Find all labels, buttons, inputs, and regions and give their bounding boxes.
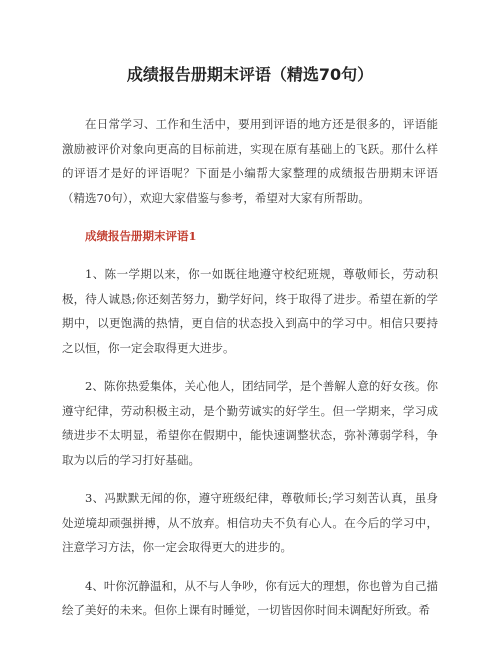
comment-paragraph-3: 3、冯默默无闻的你，遵守班级纪律，尊敬师长;学习刻苦认真，虽身处逆境却顽强拼搏，从不放弃。相信功夫不负有心人。在今后的学习中，注意学习方法，你一定会取得更大的进步的。 [62,491,438,554]
document-title: 成绩报告册期末评语（精选70句） [126,65,374,84]
comment-paragraph-4: 4、叶你沉静温和，从不与人争吵，你有远大的理想，你也曾为自己描绘了美好的未来。但你上课有时睡觉，一切皆因你时间未调配好所致。希 [62,578,438,617]
comment-paragraph-1: 1、陈一学期以来，你一如既往地遵守校纪班规，尊敬师长，劳动积极，待人诚恳;你还刻苦努力，勤学好问，终于取得了进步。希望在新的学期中，以更饱满的热情，更自信的状态投入到高中的学习中。相信只要持之以恒，你一定会取得更大进步。 [62,267,438,355]
section-heading: 成绩报告册期末评语1 [85,229,197,243]
comment-paragraph-2: 2、陈你热爱集体，关心他人，团结同学，是个善解人意的好女孩。你遵守纪律，劳动积极主动，是个勤劳诚实的好学生。但一学期来，学习成绩进步不太明显，希望你在假期中，能快速调整状态，弥补薄弱学科，争取为以后的学习打好基础。 [62,379,438,467]
intro-paragraph: 在日常学习、工作和生活中，要用到评语的地方还是很多的，评语能激励被评价对象向更高的目标前进，实现在原有基础上的飞跃。那什么样的评语才是好的评语呢？下面是小编帮大家整理的成绩报告册期末评语（精选70句），欢迎大家借鉴与参考，希望对大家有所帮助。 [62,117,438,205]
